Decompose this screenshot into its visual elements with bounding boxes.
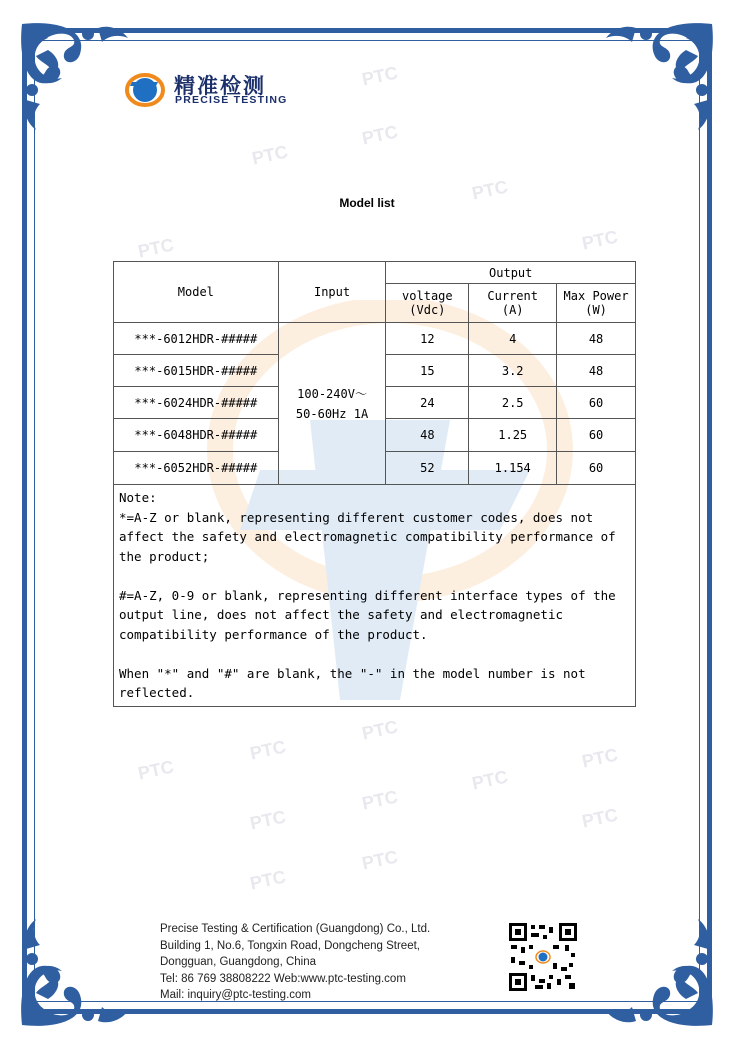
voltage-cell: 12 xyxy=(386,323,469,355)
voltage-cell: 48 xyxy=(386,419,469,452)
watermark-text: PTC xyxy=(250,141,290,169)
current-cell: 1.154 xyxy=(469,452,557,485)
header-power-label: Max Power xyxy=(563,289,629,303)
note-interface-type: #=A-Z, 0-9 or blank, representing different interface types of the output line, does not affect the safety and electromagnetic compatibility performance of the product. xyxy=(119,587,616,642)
watermark-text: PTC xyxy=(360,786,400,814)
input-line2: 50-60Hz 1A xyxy=(295,406,369,421)
voltage-cell: 24 xyxy=(386,387,469,419)
watermark-text: PTC xyxy=(580,744,620,772)
current-cell: 2.5 xyxy=(469,387,557,419)
header-input: Input xyxy=(278,262,386,323)
table-row xyxy=(114,323,636,355)
power-cell: 60 xyxy=(557,419,636,452)
footer-mail: Mail: inquiry@ptc-testing.com xyxy=(160,989,311,1001)
watermark-text: PTC xyxy=(580,226,620,254)
header-power xyxy=(557,284,636,323)
page-title: Model list xyxy=(339,196,395,210)
model-cell: ***-6052HDR-##### xyxy=(114,452,279,485)
note-blank-rule: When "*" and "#" are blank, the "-" in the model number is not reflected. xyxy=(119,665,586,700)
header-power-unit: (W) xyxy=(585,303,607,317)
watermark-text: PTC xyxy=(360,716,400,744)
model-cell: ***-6012HDR-##### xyxy=(114,323,279,355)
model-cell: ***-6024HDR-##### xyxy=(114,387,279,419)
current-cell: 1.25 xyxy=(469,419,557,452)
power-cell: 60 xyxy=(557,452,636,485)
voltage-cell: 52 xyxy=(386,452,469,485)
logo-english-text: PRECISE TESTING xyxy=(175,94,288,106)
watermark-text: PTC xyxy=(136,756,176,784)
watermark-text: PTC xyxy=(360,121,400,149)
notes-block xyxy=(114,485,636,707)
power-cell: 48 xyxy=(557,355,636,387)
header-voltage-unit: (Vdc) xyxy=(409,303,446,317)
watermark-text: PTC xyxy=(470,766,510,794)
power-cell: 48 xyxy=(557,323,636,355)
note-customer-code: *=A-Z or blank, representing different customer codes, does not affect the safety and electromagnetic compatibility performance of the product; xyxy=(119,509,616,564)
voltage-cell: 15 xyxy=(386,355,469,387)
header-voltage xyxy=(386,284,469,323)
watermark-text: PTC xyxy=(248,806,288,834)
header-voltage-label: voltage xyxy=(402,289,453,303)
ptc-logo xyxy=(124,70,294,110)
watermark-text: PTC xyxy=(360,846,400,874)
model-table xyxy=(113,261,636,707)
notes-label: Note: xyxy=(119,490,157,505)
header-model: Model xyxy=(114,262,279,323)
ptc-logo-icon xyxy=(124,72,166,108)
footer-address-line2: Dongguan, Guangdong, China xyxy=(160,956,317,968)
watermark-text: PTC xyxy=(248,736,288,764)
watermark-text: PTC xyxy=(136,234,176,262)
header-current xyxy=(469,284,557,323)
footer-address-line1: Building 1, No.6, Tongxin Road, Dongcheng Street, xyxy=(160,939,420,952)
current-cell: 4 xyxy=(469,323,557,355)
header-current-label: Current xyxy=(487,289,538,303)
corner-ornament-icon xyxy=(596,909,716,1029)
corner-ornament-icon xyxy=(18,909,138,1029)
corner-ornament-icon xyxy=(596,20,716,140)
current-cell: 3.2 xyxy=(469,355,557,387)
watermark-text: PTC xyxy=(470,176,510,204)
footer-tel-web: Tel: 86 769 38808222 Web:www.ptc-testing.com xyxy=(160,972,406,985)
qr-code-icon xyxy=(509,923,577,991)
logo-chinese-text: 精准检测 xyxy=(174,74,266,98)
model-cell: ***-6015HDR-##### xyxy=(114,355,279,387)
footer-company: Precise Testing & Certification (Guangdong) Co., Ltd. xyxy=(160,923,431,935)
header-current-unit: (A) xyxy=(501,303,524,317)
header-output: Output xyxy=(386,262,636,284)
watermark-text: PTC xyxy=(580,804,620,832)
input-line1: 100-240V～ xyxy=(297,386,367,401)
power-cell: 60 xyxy=(557,387,636,419)
corner-ornament-icon xyxy=(18,20,138,140)
watermark-text: PTC xyxy=(360,62,400,90)
model-cell: ***-6048HDR-##### xyxy=(114,419,279,452)
footer-contact xyxy=(160,921,430,1004)
input-cell xyxy=(278,323,386,485)
watermark-text: PTC xyxy=(248,866,288,894)
